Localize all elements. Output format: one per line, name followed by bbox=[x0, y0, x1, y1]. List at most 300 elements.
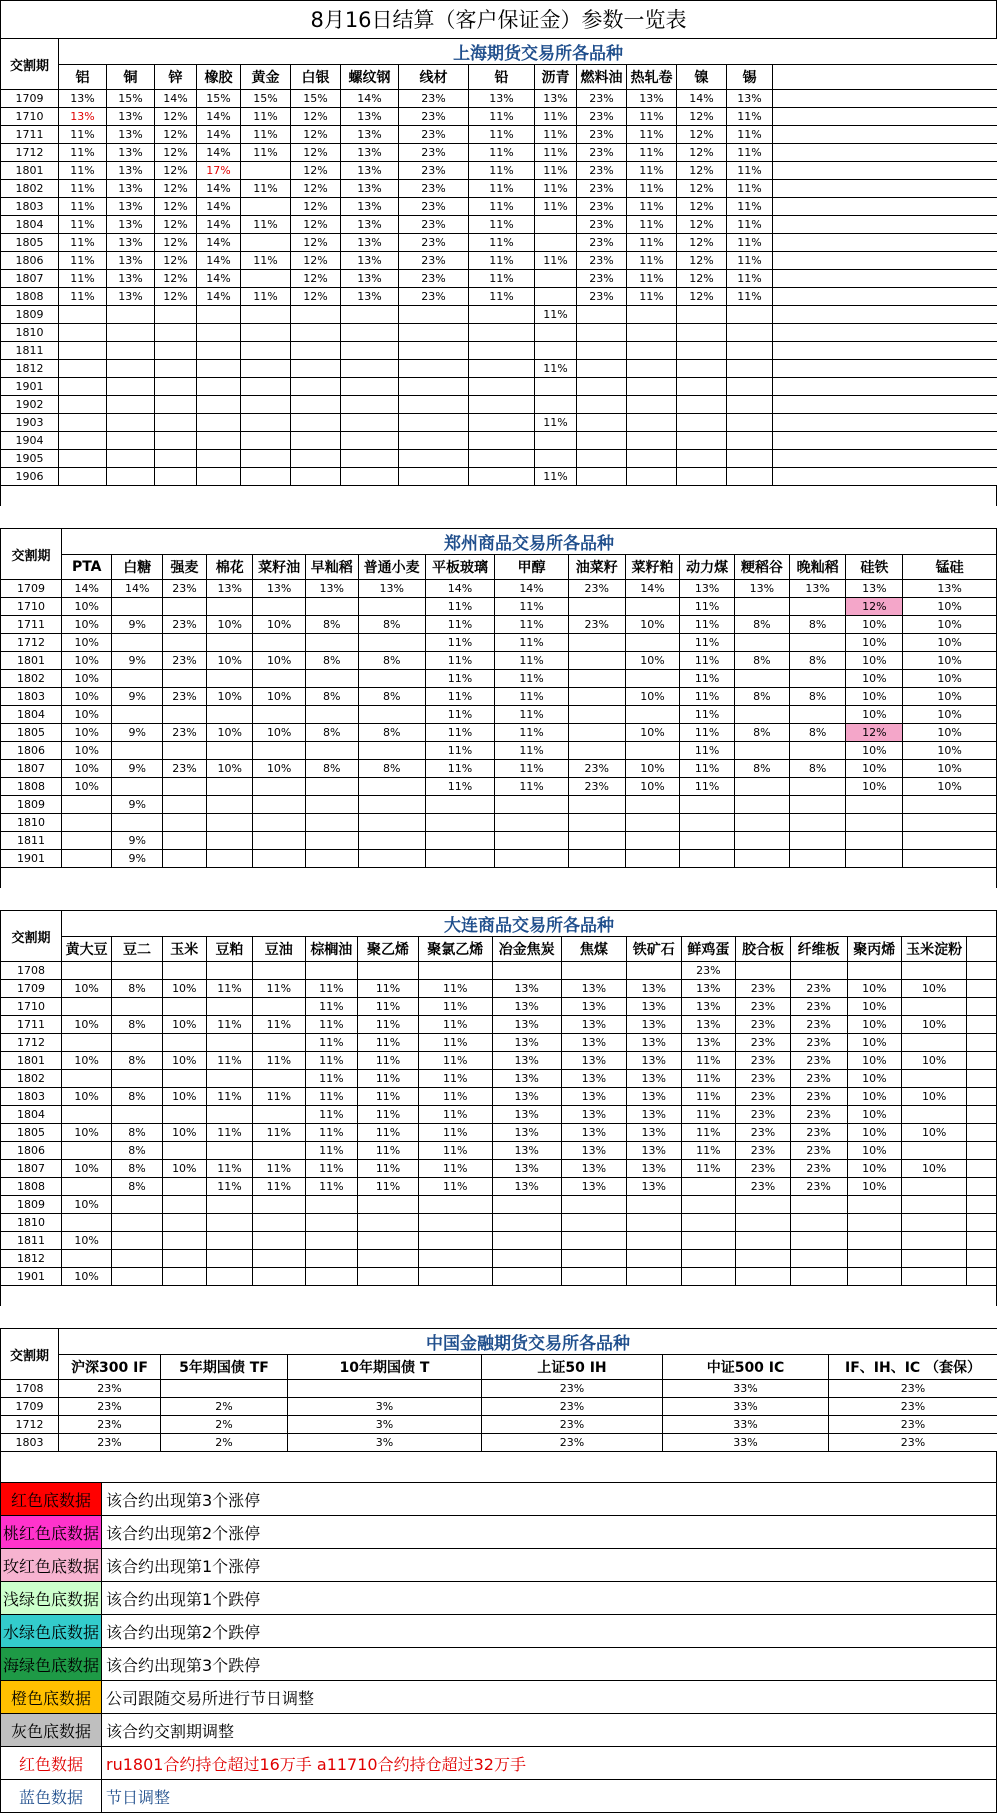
value-cell bbox=[727, 324, 773, 342]
value-cell bbox=[112, 1196, 162, 1214]
value-cell bbox=[902, 1250, 967, 1268]
product-header: 铅 bbox=[469, 65, 535, 90]
value-cell bbox=[469, 396, 535, 414]
value-cell bbox=[736, 1268, 791, 1286]
product-header: 豆粕 bbox=[206, 937, 252, 962]
cffex-table bbox=[0, 1328, 997, 1452]
value-cell bbox=[241, 396, 291, 414]
value-cell: 10% bbox=[846, 670, 903, 688]
value-cell: 11% bbox=[305, 998, 358, 1016]
table-row bbox=[1, 598, 997, 616]
value-cell bbox=[425, 850, 494, 868]
period-cell: 1804 bbox=[1, 1106, 62, 1124]
empty-cell bbox=[773, 126, 997, 144]
value-cell bbox=[162, 1106, 206, 1124]
value-cell: 8% bbox=[112, 980, 162, 998]
period-cell: 1812 bbox=[1, 1250, 62, 1268]
value-cell bbox=[535, 432, 577, 450]
value-cell bbox=[241, 414, 291, 432]
value-cell bbox=[535, 396, 577, 414]
value-cell: 14% bbox=[425, 580, 494, 598]
value-cell: 10% bbox=[61, 1160, 111, 1178]
value-cell bbox=[197, 324, 241, 342]
value-cell: 11% bbox=[727, 234, 773, 252]
value-cell: 12% bbox=[677, 180, 727, 198]
value-cell: 8% bbox=[735, 724, 790, 742]
value-cell bbox=[207, 832, 253, 850]
value-cell bbox=[727, 378, 773, 396]
value-cell: 33% bbox=[663, 1380, 829, 1398]
value-cell: 13% bbox=[341, 126, 399, 144]
period-cell: 1810 bbox=[1, 814, 62, 832]
value-cell: 11% bbox=[495, 652, 569, 670]
value-cell bbox=[112, 1214, 162, 1232]
value-cell: 13% bbox=[846, 580, 903, 598]
value-cell bbox=[207, 814, 253, 832]
value-cell: 23% bbox=[577, 180, 627, 198]
value-cell: 13% bbox=[341, 108, 399, 126]
value-cell: 11% bbox=[253, 1124, 306, 1142]
value-cell bbox=[735, 850, 790, 868]
value-cell: 11% bbox=[469, 234, 535, 252]
value-cell: 10% bbox=[162, 1052, 206, 1070]
value-cell: 11% bbox=[680, 670, 735, 688]
value-cell: 11% bbox=[59, 270, 107, 288]
period-cell: 1810 bbox=[1, 324, 59, 342]
value-cell: 23% bbox=[482, 1398, 663, 1416]
value-cell: 23% bbox=[829, 1434, 997, 1452]
value-cell: 11% bbox=[241, 126, 291, 144]
value-cell: 11% bbox=[727, 162, 773, 180]
value-cell: 10% bbox=[625, 778, 680, 796]
value-cell bbox=[107, 468, 155, 486]
value-cell bbox=[419, 962, 493, 980]
value-cell: 23% bbox=[399, 180, 469, 198]
value-cell bbox=[162, 1214, 206, 1232]
value-cell: 13% bbox=[561, 1160, 626, 1178]
value-cell bbox=[902, 1178, 967, 1196]
period-cell: 1709 bbox=[1, 1398, 59, 1416]
value-cell bbox=[59, 450, 107, 468]
value-cell: 23% bbox=[736, 1106, 791, 1124]
value-cell: 13% bbox=[253, 580, 306, 598]
table-row bbox=[1, 652, 997, 670]
value-cell: 10% bbox=[207, 724, 253, 742]
value-cell bbox=[155, 342, 197, 360]
value-cell: 11% bbox=[305, 1052, 358, 1070]
value-cell: 10% bbox=[62, 706, 112, 724]
value-cell bbox=[112, 1250, 162, 1268]
value-cell bbox=[735, 814, 790, 832]
value-cell bbox=[162, 778, 206, 796]
value-cell: 11% bbox=[241, 180, 291, 198]
value-cell: 11% bbox=[680, 778, 735, 796]
value-cell bbox=[253, 1214, 306, 1232]
value-cell bbox=[469, 432, 535, 450]
value-cell: 11% bbox=[469, 216, 535, 234]
period-cell: 1803 bbox=[1, 198, 59, 216]
empty-cell bbox=[773, 378, 997, 396]
value-cell: 11% bbox=[535, 144, 577, 162]
value-cell bbox=[358, 598, 425, 616]
value-cell bbox=[206, 1214, 252, 1232]
value-cell: 11% bbox=[241, 288, 291, 306]
value-cell: 8% bbox=[305, 760, 358, 778]
value-cell: 9% bbox=[112, 652, 162, 670]
value-cell bbox=[61, 1106, 111, 1124]
value-cell: 13% bbox=[626, 1178, 681, 1196]
value-cell: 11% bbox=[627, 108, 677, 126]
value-cell bbox=[419, 1232, 493, 1250]
empty-cell bbox=[773, 288, 997, 306]
value-cell: 11% bbox=[358, 1160, 419, 1178]
value-cell: 11% bbox=[469, 162, 535, 180]
value-cell bbox=[305, 706, 358, 724]
value-cell: 23% bbox=[577, 234, 627, 252]
value-cell: 9% bbox=[112, 616, 162, 634]
value-cell bbox=[112, 742, 162, 760]
value-cell bbox=[902, 1106, 967, 1124]
value-cell: 12% bbox=[291, 216, 341, 234]
table-row bbox=[1, 760, 997, 778]
product-header: 铝 bbox=[59, 65, 107, 90]
product-header: 玉米 bbox=[162, 937, 206, 962]
product-header: 豆二 bbox=[112, 937, 162, 962]
value-cell bbox=[677, 396, 727, 414]
value-cell: 23% bbox=[577, 252, 627, 270]
value-cell: 10% bbox=[61, 1124, 111, 1142]
value-cell bbox=[568, 634, 625, 652]
value-cell: 13% bbox=[341, 216, 399, 234]
table-row bbox=[1, 1178, 997, 1196]
value-cell: 12% bbox=[155, 234, 197, 252]
table-row bbox=[1, 1380, 997, 1398]
product-header: 聚乙烯 bbox=[358, 937, 419, 962]
value-cell bbox=[155, 360, 197, 378]
value-cell bbox=[677, 324, 727, 342]
empty-cell bbox=[773, 234, 997, 252]
product-header: 镍 bbox=[677, 65, 727, 90]
value-cell: 14% bbox=[197, 252, 241, 270]
value-cell: 13% bbox=[561, 1070, 626, 1088]
legend-row bbox=[1, 1483, 997, 1516]
value-cell bbox=[399, 324, 469, 342]
value-cell bbox=[577, 378, 627, 396]
value-cell: 13% bbox=[492, 1034, 561, 1052]
period-cell: 1809 bbox=[1, 306, 59, 324]
value-cell: 8% bbox=[305, 688, 358, 706]
value-cell: 23% bbox=[482, 1434, 663, 1452]
value-cell bbox=[162, 1232, 206, 1250]
value-cell: 10% bbox=[903, 652, 997, 670]
legend-swatch-label: 桃红色底数据 bbox=[1, 1516, 102, 1549]
table-row bbox=[1, 1088, 997, 1106]
value-cell bbox=[197, 378, 241, 396]
value-cell bbox=[469, 360, 535, 378]
value-cell: 11% bbox=[305, 1106, 358, 1124]
value-cell: 11% bbox=[727, 126, 773, 144]
value-cell: 17% bbox=[197, 162, 241, 180]
product-header: 硅铁 bbox=[846, 555, 903, 580]
value-cell: 13% bbox=[561, 1106, 626, 1124]
period-cell: 1808 bbox=[1, 288, 59, 306]
value-cell: 13% bbox=[107, 216, 155, 234]
value-cell: 23% bbox=[736, 1016, 791, 1034]
value-cell bbox=[197, 306, 241, 324]
product-header: 玉米淀粉 bbox=[902, 937, 967, 962]
value-cell bbox=[206, 998, 252, 1016]
period-cell: 1712 bbox=[1, 634, 62, 652]
value-cell: 11% bbox=[241, 216, 291, 234]
value-cell: 10% bbox=[625, 652, 680, 670]
value-cell: 11% bbox=[425, 688, 494, 706]
value-cell: 23% bbox=[568, 580, 625, 598]
period-cell: 1807 bbox=[1, 760, 62, 778]
value-cell bbox=[112, 1034, 162, 1052]
value-cell bbox=[902, 1034, 967, 1052]
value-cell: 13% bbox=[680, 580, 735, 598]
value-cell: 10% bbox=[903, 670, 997, 688]
value-cell: 23% bbox=[577, 288, 627, 306]
legend-row bbox=[1, 1714, 997, 1747]
value-cell bbox=[677, 414, 727, 432]
value-cell bbox=[902, 1268, 967, 1286]
table-row bbox=[1, 108, 997, 126]
table-row bbox=[1, 724, 997, 742]
legend-row bbox=[1, 1648, 997, 1681]
product-header: 线材 bbox=[399, 65, 469, 90]
value-cell: 11% bbox=[425, 706, 494, 724]
value-cell bbox=[625, 850, 680, 868]
period-cell: 1906 bbox=[1, 468, 59, 486]
section-spacer bbox=[0, 1452, 997, 1482]
value-cell: 14% bbox=[197, 126, 241, 144]
value-cell: 10% bbox=[902, 1124, 967, 1142]
value-cell: 12% bbox=[155, 144, 197, 162]
value-cell: 11% bbox=[535, 360, 577, 378]
period-cell: 1805 bbox=[1, 234, 59, 252]
value-cell bbox=[358, 778, 425, 796]
value-cell bbox=[568, 850, 625, 868]
table-row bbox=[1, 1214, 997, 1232]
product-header: 粳稻谷 bbox=[735, 555, 790, 580]
value-cell: 11% bbox=[206, 1178, 252, 1196]
product-header: 白糖 bbox=[112, 555, 162, 580]
value-cell bbox=[902, 1196, 967, 1214]
value-cell bbox=[577, 342, 627, 360]
table-row bbox=[1, 1142, 997, 1160]
value-cell: 11% bbox=[535, 180, 577, 198]
table-row bbox=[1, 998, 997, 1016]
table-row bbox=[1, 162, 997, 180]
value-cell: 23% bbox=[790, 1070, 847, 1088]
value-cell bbox=[847, 1268, 902, 1286]
value-cell: 10% bbox=[903, 706, 997, 724]
value-cell bbox=[847, 1232, 902, 1250]
value-cell: 10% bbox=[62, 670, 112, 688]
value-cell bbox=[358, 634, 425, 652]
value-cell: 10% bbox=[253, 652, 306, 670]
value-cell: 23% bbox=[577, 108, 627, 126]
value-cell: 14% bbox=[495, 580, 569, 598]
empty-cell bbox=[967, 1088, 997, 1106]
value-cell bbox=[155, 432, 197, 450]
product-header: 黄金 bbox=[241, 65, 291, 90]
table-row bbox=[1, 432, 997, 450]
value-cell: 11% bbox=[425, 652, 494, 670]
product-header: 菜籽油 bbox=[253, 555, 306, 580]
value-cell: 12% bbox=[155, 216, 197, 234]
value-cell bbox=[561, 962, 626, 980]
value-cell bbox=[736, 962, 791, 980]
value-cell: 23% bbox=[577, 126, 627, 144]
czce-table bbox=[0, 528, 997, 868]
value-cell: 14% bbox=[625, 580, 680, 598]
value-cell bbox=[241, 450, 291, 468]
value-cell bbox=[677, 450, 727, 468]
value-cell: 11% bbox=[305, 1016, 358, 1034]
period-cell: 1710 bbox=[1, 998, 62, 1016]
empty-cell bbox=[773, 342, 997, 360]
value-cell: 11% bbox=[358, 1142, 419, 1160]
value-cell: 11% bbox=[358, 1088, 419, 1106]
value-cell bbox=[305, 598, 358, 616]
value-cell bbox=[59, 396, 107, 414]
product-header: 燃料油 bbox=[577, 65, 627, 90]
value-cell: 11% bbox=[59, 288, 107, 306]
product-header: IF、IH、IC （套保） bbox=[829, 1355, 997, 1380]
value-cell bbox=[627, 360, 677, 378]
value-cell bbox=[625, 598, 680, 616]
value-cell: 11% bbox=[419, 1178, 493, 1196]
value-cell: 10% bbox=[847, 1124, 902, 1142]
value-cell: 12% bbox=[291, 198, 341, 216]
period-cell: 1811 bbox=[1, 1232, 62, 1250]
value-cell: 13% bbox=[492, 1106, 561, 1124]
value-cell: 11% bbox=[241, 108, 291, 126]
value-cell bbox=[568, 832, 625, 850]
value-cell: 10% bbox=[902, 1052, 967, 1070]
value-cell: 13% bbox=[626, 1016, 681, 1034]
product-header: 晚籼稻 bbox=[789, 555, 846, 580]
value-cell: 13% bbox=[492, 1124, 561, 1142]
value-cell bbox=[253, 796, 306, 814]
value-cell bbox=[253, 742, 306, 760]
value-cell bbox=[291, 360, 341, 378]
value-cell: 11% bbox=[535, 306, 577, 324]
value-cell bbox=[305, 778, 358, 796]
table-row bbox=[1, 1250, 997, 1268]
value-cell: 12% bbox=[155, 126, 197, 144]
value-cell: 11% bbox=[305, 1142, 358, 1160]
value-cell bbox=[736, 1214, 791, 1232]
empty-cell bbox=[773, 65, 997, 90]
value-cell bbox=[59, 324, 107, 342]
value-cell: 13% bbox=[561, 980, 626, 998]
cffex-exchange-title: 中国金融期货交易所各品种 bbox=[59, 1329, 997, 1355]
product-header: 焦煤 bbox=[561, 937, 626, 962]
value-cell bbox=[305, 850, 358, 868]
value-cell: 14% bbox=[197, 198, 241, 216]
value-cell bbox=[568, 706, 625, 724]
value-cell bbox=[61, 962, 111, 980]
value-cell: 11% bbox=[305, 1070, 358, 1088]
value-cell: 11% bbox=[358, 980, 419, 998]
period-cell: 1803 bbox=[1, 688, 62, 706]
value-cell bbox=[535, 324, 577, 342]
value-cell: 13% bbox=[341, 180, 399, 198]
value-cell bbox=[155, 468, 197, 486]
value-cell bbox=[568, 814, 625, 832]
table-row bbox=[1, 180, 997, 198]
value-cell: 10% bbox=[61, 1196, 111, 1214]
value-cell bbox=[112, 1232, 162, 1250]
value-cell: 11% bbox=[495, 778, 569, 796]
legend-description: 公司跟随交易所进行节日调整 bbox=[102, 1681, 997, 1714]
value-cell: 9% bbox=[112, 688, 162, 706]
product-header: 胶合板 bbox=[736, 937, 791, 962]
value-cell: 11% bbox=[495, 760, 569, 778]
value-cell bbox=[61, 1214, 111, 1232]
value-cell bbox=[253, 1142, 306, 1160]
value-cell bbox=[847, 1196, 902, 1214]
value-cell bbox=[358, 832, 425, 850]
value-cell: 12% bbox=[291, 108, 341, 126]
value-cell bbox=[162, 706, 206, 724]
value-cell: 14% bbox=[197, 144, 241, 162]
value-cell bbox=[206, 962, 252, 980]
value-cell: 11% bbox=[627, 198, 677, 216]
legend-description: 该合约出现第3个涨停 bbox=[102, 1483, 997, 1516]
value-cell bbox=[358, 814, 425, 832]
section-spacer bbox=[0, 868, 997, 888]
value-cell: 13% bbox=[107, 180, 155, 198]
legend-swatch-label: 灰色底数据 bbox=[1, 1714, 102, 1747]
value-cell bbox=[207, 796, 253, 814]
value-cell: 12% bbox=[677, 252, 727, 270]
value-cell bbox=[107, 378, 155, 396]
value-cell: 11% bbox=[425, 742, 494, 760]
value-cell: 11% bbox=[206, 1016, 252, 1034]
value-cell: 11% bbox=[495, 616, 569, 634]
value-cell: 11% bbox=[59, 144, 107, 162]
value-cell bbox=[626, 1214, 681, 1232]
legend-row bbox=[1, 1681, 997, 1714]
value-cell bbox=[577, 360, 627, 378]
value-cell bbox=[241, 468, 291, 486]
empty-cell bbox=[773, 432, 997, 450]
value-cell bbox=[241, 306, 291, 324]
value-cell bbox=[341, 396, 399, 414]
product-header: 锰硅 bbox=[903, 555, 997, 580]
legend-row bbox=[1, 1582, 997, 1615]
value-cell: 8% bbox=[358, 688, 425, 706]
value-cell bbox=[197, 414, 241, 432]
value-cell: 13% bbox=[492, 980, 561, 998]
value-cell: 11% bbox=[680, 688, 735, 706]
czce-exchange-title: 郑州商品交易所各品种 bbox=[62, 529, 997, 555]
value-cell: 11% bbox=[681, 1088, 736, 1106]
value-cell: 11% bbox=[535, 162, 577, 180]
value-cell: 10% bbox=[207, 652, 253, 670]
value-cell: 23% bbox=[399, 144, 469, 162]
value-cell: 23% bbox=[399, 126, 469, 144]
value-cell: 11% bbox=[419, 1124, 493, 1142]
value-cell bbox=[495, 796, 569, 814]
value-cell: 12% bbox=[677, 270, 727, 288]
value-cell: 11% bbox=[535, 252, 577, 270]
value-cell bbox=[681, 1196, 736, 1214]
